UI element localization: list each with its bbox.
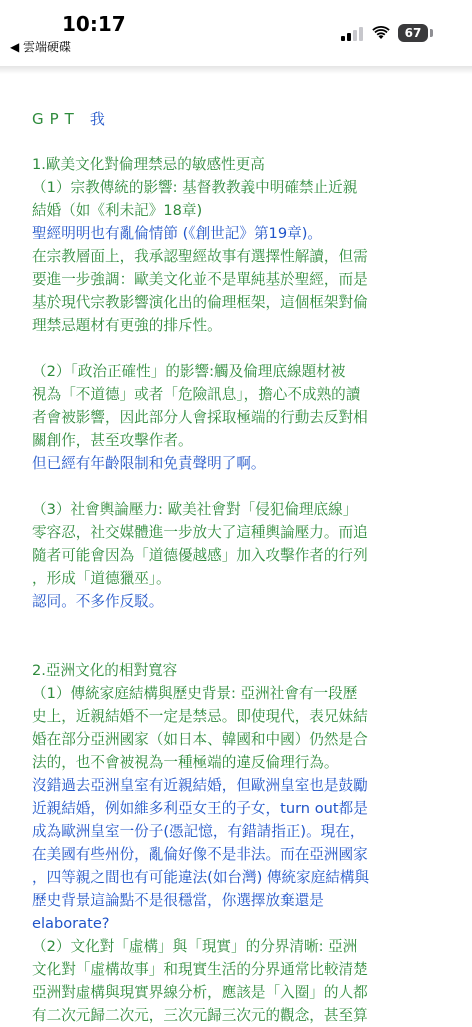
block-0 [32,153,444,176]
text-line: （2）文化對「虛構」與「現實」的分界清晰: 亞洲 [32,938,358,955]
wifi-icon [372,26,390,40]
block-7 [32,590,444,613]
text-line: 在美國有些州份，亂倫好像不是非法。而在亞洲國家 [32,846,368,863]
me-label: 我 [89,110,107,128]
text-line: 史上，近親結婚不一定是禁忌。即使現代，表兄妹結 [32,708,368,725]
text-line: 沒錯過去亞洲皇室有近親結婚，但歐洲皇室也是鼓勵 [32,777,368,794]
text-line: 法的，也不會被視為一種極端的違反倫理行為。 [32,754,339,771]
text-line: 結婚（如《利未記》18章) [32,202,203,219]
block-6 [32,498,444,590]
toolbar-divider [0,66,472,74]
text-line: （1）宗教傳統的影響: 基督教教義中明確禁止近親 [32,179,358,196]
block-11 [32,935,444,1027]
text-line: 2.亞洲文化的相對寬容 [32,662,178,679]
text-line: （3）社會輿論壓力: 歐美社會對「侵犯倫理底線」 [32,501,358,518]
text-line: 有二次元歸二次元，三次元歸三次元的觀念，甚至算 [32,1007,368,1024]
block-3 [32,245,444,337]
text-line: elaborate? [32,915,110,932]
text-line: 理禁忌題材有更強的排斥性。 [32,317,222,334]
block-4 [32,360,444,452]
text-line: 要進一步強調：歐美文化並不是單純基於聖經，而是 [32,271,368,288]
clock: 10:17 [62,12,126,36]
text-line: 在宗教層面上，我承認聖經故事有選擇性解讀，但需 [32,248,368,265]
text-line: 文化對「虛構故事」和現實生活的分界通常比較清楚 [32,961,368,978]
document-body [32,108,444,1027]
text-line: ，四等親之間也有可能違法(如台灣) 傳統家庭結構與 [32,869,370,886]
text-line: 聖經明明也有亂倫情節 (《創世記》第19章)。 [32,225,322,242]
gpt-label: GPT [32,110,80,128]
conversation-header [32,108,444,131]
text-line: 1.歐美文化對倫理禁忌的敏感性更高 [32,156,265,173]
battery-icon: 67 [398,24,428,42]
text-line: 者會被影響，因此部分人會採取極端的行動去反對相 [32,409,368,426]
back-to-app-link[interactable]: ◀ 雲端硬碟 [10,40,72,54]
cellular-signal-icon [341,27,363,41]
text-line: 基於現代宗教影響演化出的倫理框架，這個框架對倫 [32,294,368,311]
text-line: 亞洲對虛構與現實界線分析，應該是「入圈」的人都 [32,984,368,1001]
text-line: ，形成「道德獵巫」。 [32,570,171,587]
block-9 [32,682,444,774]
text-line: （1）傳統家庭結構與歷史背景: 亞洲社會有一段歷 [32,685,358,702]
text-line: 隨者可能會因為「道德優越感」加入攻擊作者的行列 [32,547,368,564]
text-line: 視為「不道德」或者「危險訊息」，擔心不成熟的讀 [32,386,361,403]
block-1 [32,176,444,222]
text-line: 近親結婚，例如維多利亞女王的子女，turn out都是 [32,800,368,817]
text-line: 婚在部分亞洲國家（如日本、韓國和中國）仍然是合 [32,731,368,748]
status-bar [0,0,472,62]
text-line: 但已經有年齡限制和免責聲明了啊。 [32,455,266,472]
block-8 [32,659,444,682]
battery-cap [430,29,433,37]
text-line: （2）「政治正確性」的影響:觸及倫理底線題材被 [32,363,346,380]
block-5 [32,452,444,475]
text-line: 關創作，甚至攻擊作者。 [32,432,193,449]
text-line: 成為歐洲皇室一份子(憑記憶，有錯請指正)。現在， [32,823,365,840]
block-10 [32,774,444,935]
text-line: 歷史背景這論點不是很穩當，你選擇放棄還是 [32,892,324,909]
block-2 [32,222,444,245]
text-line: 零容忍，社交媒體進一步放大了這種輿論壓力。而追 [32,524,368,541]
text-line: 認同。不多作反駁。 [32,593,164,610]
